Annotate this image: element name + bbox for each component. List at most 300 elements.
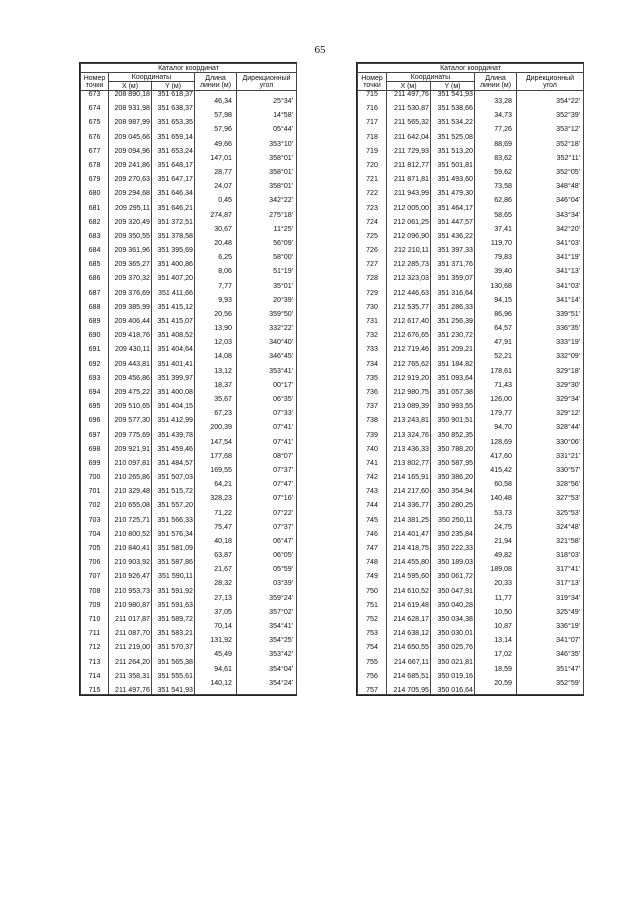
empty-cell [517,148,584,155]
empty-cell [152,368,195,375]
y-coordinate: 351 638,37 [152,105,195,112]
empty-cell [81,467,109,474]
x-coordinate: 210 953,73 [109,588,152,595]
point-number: 688 [81,304,109,311]
empty-cell [195,304,237,311]
empty-cell [109,183,152,190]
segment-row [81,169,297,176]
empty-cell [475,361,517,368]
point-number: 696 [81,417,109,424]
empty-cell [431,155,475,162]
direction-angle: 20°39' [237,297,297,304]
point-row [358,545,584,552]
empty-cell [81,382,109,389]
direction-angle: 25°34' [237,98,297,105]
y-coordinate: 351 566,33 [152,517,195,524]
empty-cell [431,510,475,517]
empty-cell [431,126,475,133]
empty-cell [358,495,387,502]
empty-cell [237,304,297,311]
direction-angle: 317°13' [517,580,584,587]
empty-cell [358,212,387,219]
segment-row [81,595,297,602]
catalog-title: Каталог координат [358,64,584,73]
line-length: 415,42 [475,467,517,474]
x-coordinate: 211 729,93 [387,148,431,155]
point-row [81,205,297,212]
point-number: 740 [358,446,387,453]
empty-cell [517,134,584,141]
empty-cell [81,325,109,332]
x-coordinate: 214 595,60 [387,573,431,580]
empty-cell [237,105,297,112]
line-length: 73,58 [475,183,517,190]
line-length: 59,62 [475,169,517,176]
point-number: 683 [81,233,109,240]
line-length: 7,77 [195,283,237,290]
empty-cell [81,353,109,360]
empty-cell [195,205,237,212]
x-coordinate: 211 497,76 [387,91,431,99]
y-coordinate: 351 513,20 [431,148,475,155]
y-coordinate: 351 646,34 [152,190,195,197]
y-coordinate: 351 587,86 [152,559,195,566]
empty-cell [431,495,475,502]
point-number: 754 [358,644,387,651]
empty-cell [81,566,109,573]
empty-cell [475,588,517,595]
point-row [358,375,584,382]
empty-cell [475,91,517,99]
point-number: 716 [358,105,387,112]
point-row [358,318,584,325]
empty-cell [152,382,195,389]
x-coordinate: 209 510,65 [109,403,152,410]
empty-cell [237,205,297,212]
x-coordinate: 209 775,69 [109,432,152,439]
empty-cell [81,666,109,673]
y-coordinate: 351 583,21 [152,630,195,637]
point-number: 715 [358,91,387,99]
point-row [81,559,297,566]
empty-cell [431,580,475,587]
y-coordinate: 350 587,95 [431,460,475,467]
x-coordinate: 209 376,69 [109,290,152,297]
x-coordinate: 208 987,99 [109,119,152,126]
point-row [358,531,584,538]
line-length: 20,56 [195,311,237,318]
line-length: 45,49 [195,651,237,658]
line-length: 28,77 [195,169,237,176]
empty-cell [109,637,152,644]
y-coordinate: 351 372,51 [152,219,195,226]
empty-cell [152,112,195,119]
empty-cell [517,687,584,695]
y-coordinate: 351 464,17 [431,205,475,212]
direction-angle: 342°20' [517,226,584,233]
empty-cell [358,524,387,531]
point-number: 694 [81,389,109,396]
point-row [358,446,584,453]
point-number: 730 [358,304,387,311]
empty-cell [358,410,387,417]
empty-cell [431,212,475,219]
empty-cell [358,467,387,474]
y-coordinate: 351 359,07 [431,275,475,282]
empty-cell [475,389,517,396]
empty-cell [109,510,152,517]
direction-angle: 51°19' [237,268,297,275]
point-row [358,148,584,155]
empty-cell [517,119,584,126]
y-coordinate: 351 493,60 [431,176,475,183]
empty-cell [237,545,297,552]
empty-cell [195,261,237,268]
segment-row [81,382,297,389]
direction-angle: 07°16' [237,495,297,502]
direction-angle: 341°03' [517,283,584,290]
x-coordinate: 209 241,86 [109,162,152,169]
x-coordinate: 210 655,08 [109,502,152,509]
segment-row [358,595,584,602]
segment-row [81,566,297,573]
point-row [358,190,584,197]
point-row [81,545,297,552]
segment-row [81,311,297,318]
point-row [81,460,297,467]
empty-cell [109,311,152,318]
point-number: 693 [81,375,109,382]
point-number: 707 [81,573,109,580]
y-coordinate: 351 515,72 [152,488,195,495]
point-number: 689 [81,318,109,325]
empty-cell [387,339,431,346]
empty-cell [475,559,517,566]
point-row [358,304,584,311]
y-coordinate: 351 230,72 [431,332,475,339]
empty-cell [237,517,297,524]
segment-row [81,580,297,587]
direction-angle-header: Дирекционный угол [237,73,297,91]
x-coordinate: 213 243,81 [387,417,431,424]
point-number: 682 [81,219,109,226]
line-length: 130,68 [475,283,517,290]
direction-angle: 352°59' [517,680,584,687]
empty-cell [81,680,109,687]
direction-angle: 07°47' [237,481,297,488]
segment-row [81,609,297,616]
point-row [81,304,297,311]
point-row [81,389,297,396]
line-length: 14,08 [195,353,237,360]
point-row [81,687,297,695]
point-row [81,488,297,495]
segment-row [81,453,297,460]
empty-cell [109,169,152,176]
empty-cell [195,432,237,439]
empty-cell [431,680,475,687]
y-coordinate: 351 648,17 [152,162,195,169]
segment-row [81,183,297,190]
empty-cell [517,332,584,339]
direction-angle: 353°42' [237,651,297,658]
direction-angle: 341°13' [517,268,584,275]
x-coordinate: 213 802,77 [387,460,431,467]
point-number: 741 [358,460,387,467]
empty-cell [81,126,109,133]
x-coordinate: 209 406,44 [109,318,152,325]
point-number: 726 [358,247,387,254]
empty-cell [195,545,237,552]
empty-cell [109,396,152,403]
empty-cell [81,297,109,304]
empty-cell [517,573,584,580]
empty-cell [358,623,387,630]
empty-cell [109,439,152,446]
empty-cell [358,183,387,190]
empty-cell [152,538,195,545]
empty-cell [109,566,152,573]
empty-cell [387,453,431,460]
empty-cell [109,112,152,119]
direction-angle: 336°35' [517,325,584,332]
segment-row [81,339,297,346]
empty-cell [152,566,195,573]
segment-row [358,481,584,488]
empty-cell [109,580,152,587]
empty-cell [81,510,109,517]
point-number: 723 [358,205,387,212]
y-coordinate: 351 646,21 [152,205,195,212]
direction-angle: 341°19' [517,254,584,261]
line-length: 126,00 [475,396,517,403]
empty-cell [358,552,387,559]
segment-row [358,623,584,630]
x-coordinate: 209 295,11 [109,205,152,212]
y-coordinate: 350 047,91 [431,588,475,595]
empty-cell [109,197,152,204]
empty-cell [81,368,109,375]
segment-row [81,268,297,275]
point-number: 751 [358,602,387,609]
line-length: 46,34 [195,98,237,105]
direction-angle: 351°47' [517,666,584,673]
empty-cell [431,141,475,148]
x-coordinate: 212 096,90 [387,233,431,240]
empty-cell [475,403,517,410]
y-header: Y (м) [152,82,195,91]
point-number: 747 [358,545,387,552]
segment-row [358,566,584,573]
point-row [81,673,297,680]
point-row [358,602,584,609]
empty-cell [358,538,387,545]
segment-row [358,368,584,375]
line-length: 33,28 [475,98,517,105]
empty-cell [237,659,297,666]
empty-cell [358,368,387,375]
direction-angle: 348°48' [517,183,584,190]
y-coordinate: 351 371,76 [431,261,475,268]
empty-cell [152,552,195,559]
x-header: X (м) [387,82,431,91]
segment-row [81,637,297,644]
empty-cell [358,439,387,446]
y-coordinate: 350 386,20 [431,474,475,481]
point-number: 686 [81,275,109,282]
x-coordinate: 209 270,63 [109,176,152,183]
point-number: 734 [358,361,387,368]
direction-angle: 343°34' [517,212,584,219]
empty-cell [431,595,475,602]
x-coordinate: 211 812,77 [387,162,431,169]
empty-cell [195,134,237,141]
direction-angle: 353°12' [517,126,584,133]
empty-cell [387,609,431,616]
y-coordinate: 351 184,82 [431,361,475,368]
empty-cell [81,623,109,630]
empty-cell [109,226,152,233]
x-coordinate: 214 628,17 [387,616,431,623]
empty-cell [109,552,152,559]
line-length: 20,48 [195,240,237,247]
line-length: 40,18 [195,538,237,545]
empty-cell [195,659,237,666]
empty-cell [109,254,152,261]
direction-angle: 325°53' [517,510,584,517]
point-row [358,389,584,396]
empty-cell [431,240,475,247]
point-number: 752 [358,616,387,623]
point-number: 695 [81,403,109,410]
point-number: 674 [81,105,109,112]
empty-cell [195,290,237,297]
empty-cell [81,169,109,176]
empty-cell [475,545,517,552]
empty-cell [195,417,237,424]
empty-cell [152,510,195,517]
line-length: 10,87 [475,623,517,630]
empty-cell [475,573,517,580]
empty-cell [358,339,387,346]
empty-cell [517,375,584,382]
point-row [81,261,297,268]
empty-cell [237,219,297,226]
empty-cell [195,361,237,368]
direction-angle: 339°51' [517,311,584,318]
empty-cell [81,311,109,318]
y-coordinate: 350 222,33 [431,545,475,552]
line-length: 21,94 [475,538,517,545]
page-number: 65 [314,44,326,56]
point-row [81,190,297,197]
segment-row [358,467,584,474]
empty-cell [475,162,517,169]
point-row [358,644,584,651]
empty-cell [81,595,109,602]
segment-row [81,112,297,119]
segment-row [81,623,297,630]
empty-cell [237,247,297,254]
x-coordinate: 214 217,60 [387,488,431,495]
line-length: 11,77 [475,595,517,602]
empty-cell [387,439,431,446]
empty-cell [475,630,517,637]
point-row [81,105,297,112]
direction-angle: 331°21' [517,453,584,460]
point-number: 703 [81,517,109,524]
empty-cell [517,176,584,183]
empty-cell [517,417,584,424]
line-length: 189,08 [475,566,517,573]
point-number: 679 [81,176,109,183]
point-row [358,134,584,141]
line-length: 53,73 [475,510,517,517]
x-coordinate: 214 619,48 [387,602,431,609]
x-coordinate: 212 535,77 [387,304,431,311]
y-coordinate: 350 250,11 [431,517,475,524]
point-number: 702 [81,502,109,509]
empty-cell [358,580,387,587]
x-coordinate: 209 475,22 [109,389,152,396]
line-length: 18,37 [195,382,237,389]
line-length: 24,75 [475,524,517,531]
y-coordinate: 351 286,33 [431,304,475,311]
empty-cell [517,502,584,509]
direction-angle: 05°44' [237,126,297,133]
empty-cell [109,651,152,658]
point-row [358,502,584,509]
y-coordinate: 351 256,39 [431,318,475,325]
y-coordinate: 351 565,38 [152,659,195,666]
point-number: 739 [358,432,387,439]
direction-angle: 06°47' [237,538,297,545]
y-coordinate: 351 459,46 [152,446,195,453]
line-length: 27,13 [195,595,237,602]
point-row [81,630,297,637]
x-coordinate: 214 638,12 [387,630,431,637]
line-length: 8,06 [195,268,237,275]
point-row [358,474,584,481]
empty-cell [81,552,109,559]
point-row [81,588,297,595]
point-row [358,346,584,353]
point-row [358,290,584,297]
direction-angle: 329°34' [517,396,584,403]
point-number: 710 [81,616,109,623]
segment-row [358,495,584,502]
empty-cell [237,361,297,368]
empty-cell [475,375,517,382]
empty-cell [358,453,387,460]
point-number: 714 [81,673,109,680]
empty-cell [387,396,431,403]
segment-row [81,126,297,133]
empty-cell [431,283,475,290]
x-coordinate: 209 294,68 [109,190,152,197]
empty-cell [109,467,152,474]
empty-cell [195,446,237,453]
empty-cell [109,424,152,431]
y-coordinate: 351 378,58 [152,233,195,240]
empty-cell [81,197,109,204]
y-coordinate: 351 447,57 [431,219,475,226]
empty-cell [358,283,387,290]
segment-row [81,424,297,431]
y-coordinate: 351 479,30 [431,190,475,197]
y-coordinate: 351 653,24 [152,148,195,155]
empty-cell [387,680,431,687]
